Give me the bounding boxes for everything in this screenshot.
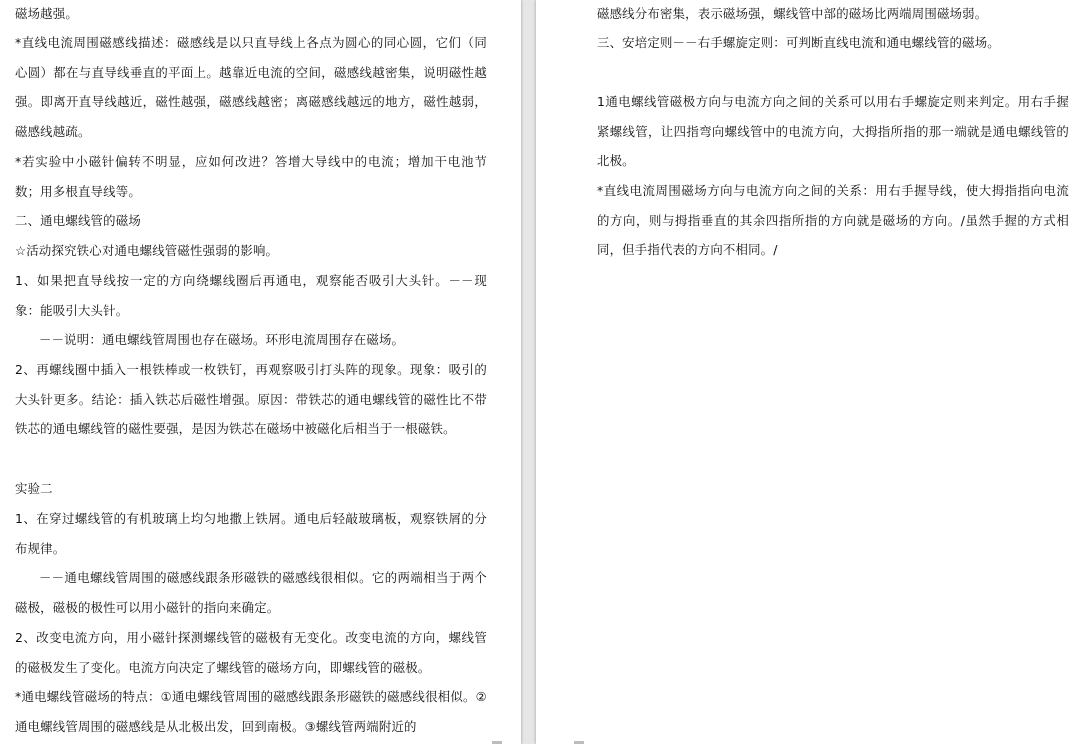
document-page-left	[0, 0, 521, 744]
paragraph: 1、在穿过螺线管的有机玻璃上均匀地撒上铁屑。通电后轻敲玻璃板，观察铁屑的分布规律。	[15, 511, 487, 556]
paragraph: 1、如果把直导线按一定的方向绕螺线圈后再通电，观察能否吸引大头针。－－现象：能吸引大头针。	[15, 273, 487, 318]
paragraph: *直线电流周围磁场方向与电流方向之间的关系：用右手握导线，使大拇指指向电流的方向，则与拇指垂直的其余四指所指的方向就是磁场的方向。/虽然手握的方式相同，但手指代表的方向不相同。/	[597, 183, 1069, 258]
paragraph: *若实验中小磁针偏转不明显，应如何改进？答增大导线中的电流；增加干电池节数；用多根直导线等。	[15, 154, 487, 199]
section-heading: 二、通电螺线管的磁场	[15, 213, 141, 228]
paragraph: －－说明：通电螺线管周围也存在磁场。环形电流周围存在磁场。	[39, 332, 405, 347]
paragraph: 磁场越强。	[15, 6, 78, 21]
section-heading: 三、安培定则－－右手螺旋定则：可判断直线电流和通电螺线管的磁场。	[597, 35, 1000, 50]
paragraph: *通电螺线管磁场的特点：①通电螺线管周围的磁感线跟条形磁铁的磁感线很相似。②通电螺线管周围的磁感线是从北极出发，回到南极。③螺线管两端附近的	[15, 689, 487, 734]
document-page-right	[536, 0, 1080, 744]
paragraph: *直线电流周围磁感线描述：磁感线是以只直导线上各点为圆心的同心圆，它们（同心圆）都在与直导线垂直的平面上。越靠近电流的空间，磁感线越密集，说明磁性越强。即离开直导线越近，磁性越强，磁感线越密；离磁感线越远的地方，磁性越弱，磁感线越疏。	[15, 35, 487, 139]
paragraph: ☆活动探究铁心对通电螺线管磁性强弱的影响。	[15, 243, 279, 258]
paragraph: －－通电螺线管周围的磁感线跟条形磁铁的磁感线很相似。它的两端相当于两个磁极，磁极的极性可以用小磁针的指向来确定。	[15, 570, 487, 615]
paragraph: 1通电螺线管磁极方向与电流方向之间的关系可以用右手螺旋定则来判定。用右手握紧螺线管，让四指弯向螺线管中的电流方向，大拇指所指的那一端就是通电螺线管的北极。	[597, 94, 1069, 169]
section-heading: 实验二	[15, 481, 53, 496]
paragraph: 2、改变电流方向，用小磁针探测螺线管的磁极有无变化。改变电流的方向，螺线管的磁极发生了变化。电流方向决定了螺线管的磁场方向，即螺线管的磁极。	[15, 630, 487, 675]
paragraph: 2、再螺线圈中插入一根铁棒或一枚铁钉，再观察吸引打头阵的现象。现象：吸引的大头针更多。结论：插入铁芯后磁性增强。原因：带铁芯的通电螺线管的磁性比不带铁芯的通电螺线管的磁性要强，是因为铁芯在磁场中被磁化后相当于一根磁铁。	[15, 362, 487, 437]
paragraph: 磁感线分布密集，表示磁场强，螺线管中部的磁场比两端周围磁场弱。	[597, 6, 988, 21]
